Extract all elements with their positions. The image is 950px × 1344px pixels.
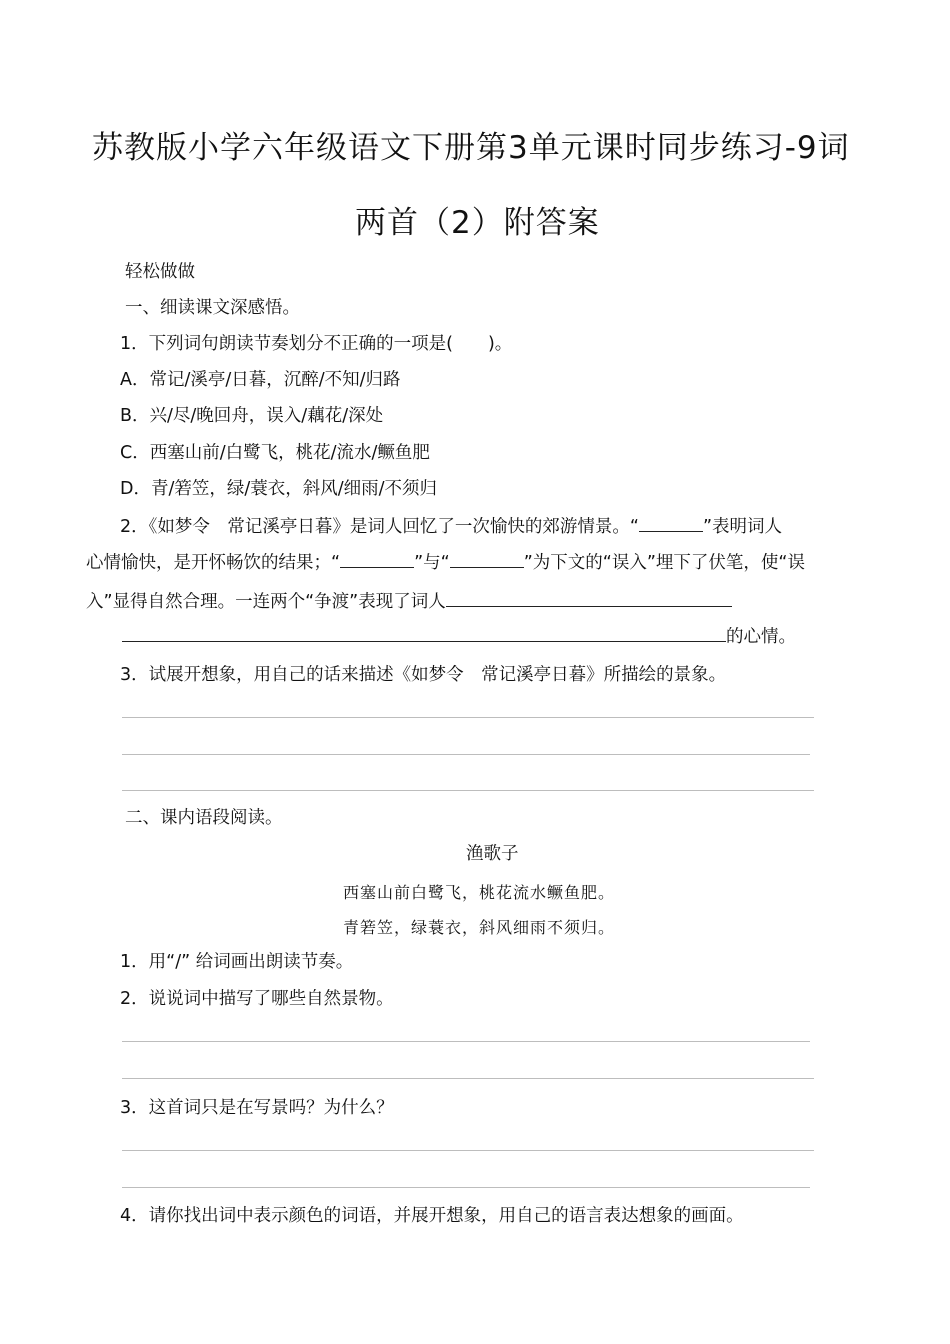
q2-text-7: 的心情。 xyxy=(726,627,796,647)
poem-title: 渔歌子 xyxy=(466,844,519,864)
poem-line-1: 西塞山前白鹭飞，桃花流水鳜鱼肥。 xyxy=(343,883,616,902)
part1-q2-line4 xyxy=(122,625,796,648)
part1-q2-line3 xyxy=(86,590,732,613)
part1-q1-option-d: D．青/箬笠，绿/蓑衣，斜风/细雨/不须归 xyxy=(120,479,438,499)
document-title-line1: 苏教版小学六年级语文下册第3单元课时同步练习-9词 xyxy=(92,130,850,166)
answer-line[interactable] xyxy=(122,1078,814,1079)
part2-q1: 1．用“/” 给词画出朗读节奏。 xyxy=(120,952,354,972)
answer-line[interactable] xyxy=(122,1187,810,1188)
part1-q3: 3．试展开想象，用自己的话来描述《如梦令 常记溪亭日暮》所描绘的景象。 xyxy=(120,665,727,685)
q2-blank-3[interactable] xyxy=(450,551,524,568)
q2-text-5: ”为下文的“误入”埋下了伏笔，使“误 xyxy=(523,553,805,573)
part1-heading: 一、细读课文深感悟。 xyxy=(125,298,300,318)
answer-line[interactable] xyxy=(122,754,810,755)
document-title-line2: 两首（2）附答案 xyxy=(355,205,600,241)
part2-q4: 4．请你找出词中表示颜色的词语，并展开想象，用自己的语言表达想象的画面。 xyxy=(120,1206,744,1226)
q2-text-6: 入”显得自然合理。一连两个“争渡”表现了词人 xyxy=(86,592,446,612)
part1-q2-line1 xyxy=(120,515,782,538)
q2-blank-1[interactable] xyxy=(639,515,703,532)
answer-line[interactable] xyxy=(122,717,814,718)
q2-blank-4a[interactable] xyxy=(446,590,732,607)
part1-q1-stem: 1．下列词句朗读节奏划分不正确的一项是( )。 xyxy=(120,334,513,354)
q2-text-2: ”表明词人 xyxy=(702,517,783,537)
part1-q1-option-a: A．常记/溪亭/日暮，沉醉/不知/归路 xyxy=(120,370,401,390)
q2-text-4: ”与“ xyxy=(414,553,450,573)
q2-text-1: 2．《如梦令 常记溪亭日暮》是词人回忆了一次愉快的郊游情景。“ xyxy=(120,517,639,537)
part1-q2-line2 xyxy=(86,551,805,574)
q2-blank-2[interactable] xyxy=(340,551,414,568)
part2-q3: 3．这首词只是在写景吗？为什么？ xyxy=(120,1098,394,1118)
part1-q1-option-b: B．兴/尽/晚回舟，误入/藕花/深处 xyxy=(120,406,384,426)
answer-line[interactable] xyxy=(122,790,814,791)
section-easy-label: 轻松做做 xyxy=(125,262,195,282)
q2-blank-4b[interactable] xyxy=(122,625,726,642)
part1-q1-option-c: C．西塞山前/白鹭飞，桃花/流水/鳜鱼肥 xyxy=(120,443,430,463)
q2-text-3: 心情愉快，是开怀畅饮的结果；“ xyxy=(86,553,341,573)
part2-q2: 2．说说词中描写了哪些自然景物。 xyxy=(120,989,394,1009)
poem-line-2: 青箬笠，绿蓑衣，斜风细雨不须归。 xyxy=(343,918,616,937)
part2-heading: 二、课内语段阅读。 xyxy=(125,808,283,828)
answer-line[interactable] xyxy=(122,1041,810,1042)
answer-line[interactable] xyxy=(122,1150,814,1151)
